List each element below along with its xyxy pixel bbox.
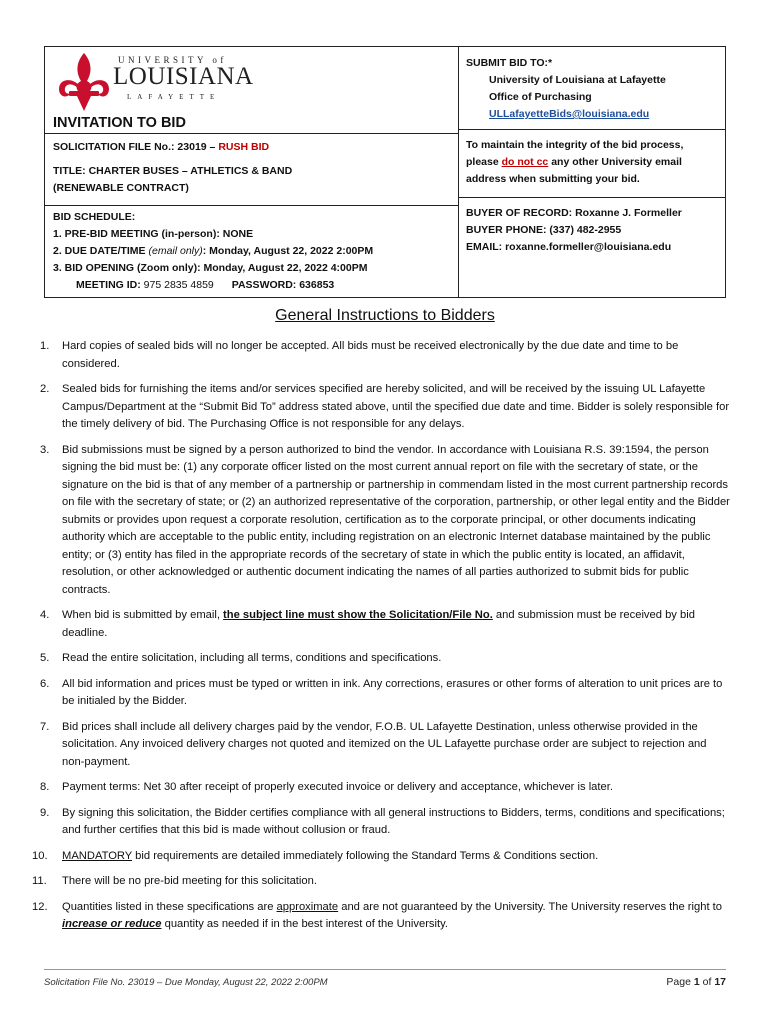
invitation-title: INVITATION TO BID: [53, 115, 186, 131]
list-item: 3. Bid submissions must be signed by a person authorized to bind the vendor. In accordance with Louisiana R.S. 39:1594, the person signing the bid must be: (1) any corporate officer listed on the most current annual report on file with the secretary of state, or the signature on the bid is that of any member of a partnership or partnership in commendam listed in the most current partnership records on file with the secretary of state; or (2) an authorized representative of the corporation, partnership, or other legal entity and the Bidder submits or provides upon request a corporate resolution, certification as to the corporate principal, or other documents indicating authority which are acceptable to the public entity, including registration on an electronic Internet database maintained by the public entity; or (3) entity has filed in the appropriate records of the secretary of state in which the public entity is located, an affidavit, resolution, or other acknowledged or authentic document indicating the names of all parties authorized to submit bids for public contracts.: [40, 443, 730, 596]
submit-bid-to: SUBMIT BID TO:* University of Louisiana at Lafayette Office of Purchasing ULLafayetteBids@louisiana.edu: [466, 57, 666, 120]
list-item: 1. Hard copies of sealed bids will no longer be accepted. All bids must be received electronically by the due date and time to be considered.: [40, 340, 679, 370]
bid-header-table: [44, 46, 726, 298]
zoom-meeting-info: MEETING ID: 975 2835 4859 PASSWORD: 636853: [76, 279, 335, 291]
list-item: 11. There will be no pre-bid meeting for this solicitation.: [32, 875, 317, 887]
buyer-info: BUYER OF RECORD: Roxanne J. Formeller BUYER PHONE: (337) 482-2955 EMAIL: roxanne.formeller@louisiana.edu: [466, 207, 682, 253]
fleur-de-lis-icon: [55, 51, 113, 113]
logo-university-text: UNIVERSITY of: [118, 55, 227, 65]
list-item: 7. Bid prices shall include all delivery charges paid by the vendor, F.O.B. UL Lafayette Destination, unless otherwise provided in the solicitation. Any invoiced delivery charges not quoted and itemized on the UL Lafayette purchase order are subject to rejection and non-payment.: [40, 720, 707, 768]
logo-louisiana-text: LOUISIANA: [113, 63, 254, 90]
bid-title: TITLE: CHARTER BUSES – ATHLETICS & BAND (RENEWABLE CONTRACT): [53, 165, 293, 194]
list-item: 10. MANDATORY bid requirements are detailed immediately following the Standard Terms & Conditions section.: [32, 849, 599, 862]
university-logo: [53, 49, 254, 113]
section-heading: General Instructions to Bidders: [275, 307, 495, 324]
list-item: 9. By signing this solicitation, the Bidder certifies compliance with all general instructions to Bidders, terms, conditions and specifications; and further certifies that this bid is made without collusion or fraud.: [40, 806, 725, 836]
footer-solicitation: Solicitation File No. 23019 – Due Monday, August 22, 2022 2:00PM: [44, 977, 328, 988]
integrity-notice: To maintain the integrity of the bid process, please do not cc any other University email address when submitting your bid.: [466, 139, 684, 185]
list-item: 5. Read the entire solicitation, including all terms, conditions and specifications.: [40, 652, 442, 664]
footer-divider: [44, 969, 726, 970]
bid-schedule: BID SCHEDULE: 1. PRE-BID MEETING (in-person): NONE 2. DUE DATE/TIME (email only): Monday, August 22, 2022 2:00PM 3. BID OPENING (Zoom only): Monday, August 22, 2022 4:00PM MEETING ID: 975 2835 4859 PASSWORD: 636853: [53, 209, 373, 294]
logo-lafayette-text: LAFAYETTE: [127, 93, 221, 101]
instructions-list: [32, 338, 730, 942]
list-item: 6. All bid information and prices must be typed or written in ink. Any corrections, erasures or other forms of alteration to unit prices are to be initialed by the Bidder.: [40, 677, 723, 707]
page-number: Page 1 of 17: [666, 976, 726, 988]
list-item: 4. When bid is submitted by email, the subject line must show the Solicitation/File No. and submission must be received by bid deadline.: [40, 609, 695, 639]
list-item: 8. Payment terms: Net 30 after receipt of properly executed invoice or delivery and acceptance, whichever is later.: [40, 781, 613, 793]
list-item: 2. Sealed bids for furnishing the items and/or services specified are hereby solicited, and will be received by the issuing UL Lafayette Campus/Department at the “Submit Bid To” address stated above, until the specified due date and time. Bidder is solely responsible for the timely delivery of bid. The Purchasing Office is not responsible for any delays.: [40, 383, 730, 430]
submit-email-link[interactable]: ULLafayetteBids@louisiana.edu: [489, 108, 650, 120]
solicitation-file: SOLICITATION FILE No.: 23019 – RUSH BID: [53, 141, 270, 153]
list-item: 12. Quantities listed in these specifications are approximate and are not guaranteed by the University. The University reserves the right to increase or reduce quantity as needed if in the best interest of the University.: [32, 900, 723, 930]
rush-bid-label: RUSH BID: [218, 141, 270, 153]
